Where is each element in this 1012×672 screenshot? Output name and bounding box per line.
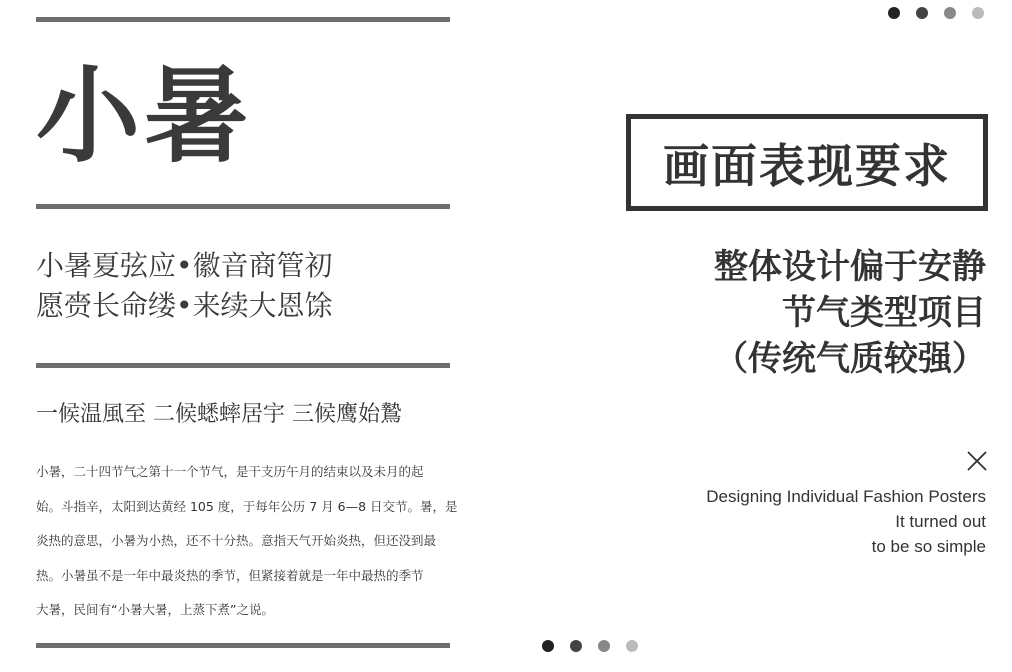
pagination-dots-bottom bbox=[542, 640, 638, 652]
english-line: to be so simple bbox=[871, 537, 986, 556]
paragraph-line: 大暑，民间有“小暑大暑，上蒸下煮”之说。 bbox=[36, 602, 274, 617]
paragraph-line: 热。小暑虽不是一年中最炎热的季节，但紧接着就是一年中最热的季节 bbox=[36, 567, 424, 583]
paragraph-line: 始。斗指辛，太阳到达黄经 105 度，于每年公历 7 月 6—8 日交节。暑，是 bbox=[36, 498, 458, 514]
paragraph-line: 炎热的意思，小暑为小热，还不十分热。意指天气开始炎热，但还没到最 bbox=[36, 533, 437, 548]
dot-icon[interactable] bbox=[972, 7, 984, 19]
dot-icon[interactable] bbox=[570, 640, 582, 652]
paragraph-line: 小暑，二十四节气之第十一个节气，是干支历午月的结束以及未月的起 bbox=[36, 464, 424, 479]
dot-icon[interactable] bbox=[888, 7, 900, 19]
dot-icon[interactable] bbox=[944, 7, 956, 19]
dot-icon[interactable] bbox=[598, 640, 610, 652]
dot-icon[interactable] bbox=[916, 7, 928, 19]
dot-icon[interactable] bbox=[626, 640, 638, 652]
close-icon[interactable] bbox=[966, 450, 988, 472]
divider-under-title bbox=[36, 204, 450, 209]
english-line: Designing Individual Fashion Posters bbox=[706, 487, 986, 506]
poem bbox=[36, 246, 333, 326]
description-paragraph bbox=[36, 455, 458, 628]
english-line: It turned out bbox=[895, 512, 986, 531]
divider-bottom bbox=[36, 643, 450, 648]
divider-under-poem bbox=[36, 363, 450, 368]
three-phases: 一候温風至 二候蟋蟀居宇 三候鹰始鷙 bbox=[36, 402, 402, 427]
divider-top bbox=[36, 17, 450, 22]
boxed-heading: 画面表现要求 bbox=[626, 114, 988, 211]
english-caption bbox=[706, 484, 986, 559]
pagination-dots-top bbox=[888, 7, 984, 19]
poem-line: 小暑夏弦应•徽音商管初 bbox=[36, 249, 333, 282]
page-title: 小暑 bbox=[36, 55, 253, 177]
dot-icon[interactable] bbox=[542, 640, 554, 652]
requirement-line: （传统气质较强） bbox=[714, 339, 986, 379]
requirement-line: 节气类型项目 bbox=[782, 293, 986, 333]
poem-line: 愿赍长命缕•来续大恩馀 bbox=[36, 289, 333, 322]
requirements bbox=[714, 244, 986, 382]
requirement-line: 整体设计偏于安静 bbox=[714, 247, 986, 287]
